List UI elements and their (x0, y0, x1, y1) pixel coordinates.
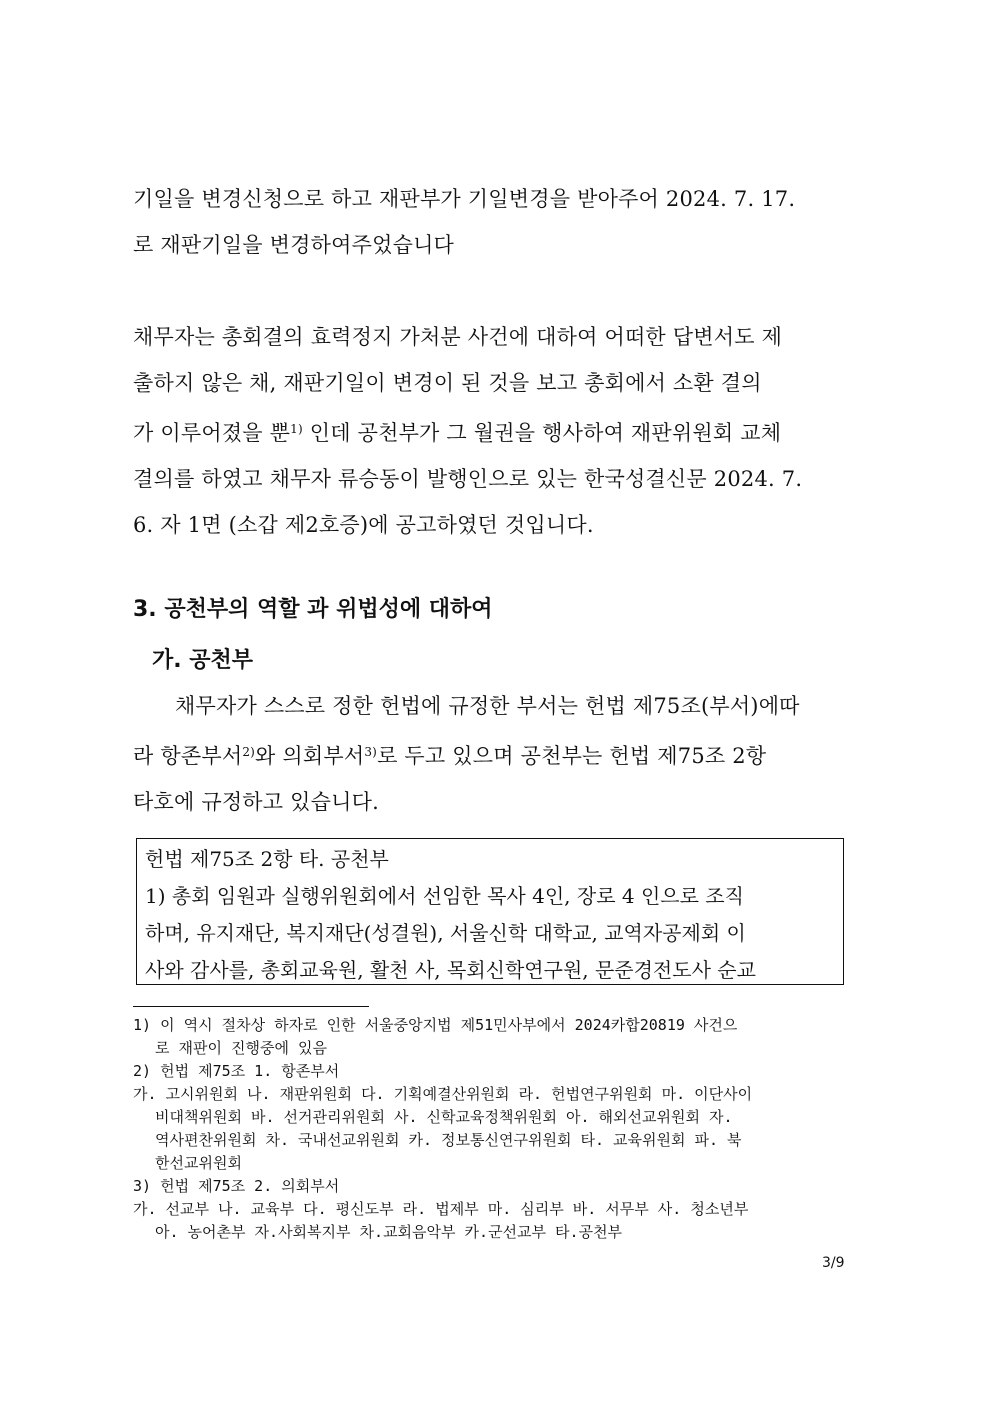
footnote-line: 2) 헌법 제75조 1. 항존부서 (133, 1062, 340, 1080)
footnote-line: 1) 이 역시 절차상 하자로 인한 서울중앙지법 제51민사부에서 2024카합20819 사건으 (133, 1016, 738, 1034)
paragraph-2 (133, 314, 849, 548)
paragraph-1 (133, 176, 849, 268)
footnote-line: 한선교위원회 (155, 1154, 242, 1172)
footnote-divider (133, 1006, 369, 1007)
text-line: 사와 감사를, 총회교육원, 활천 사, 목회신학연구원, 문준경전도사 순교 (145, 958, 756, 982)
text-fragment: 와 의회부서 (255, 744, 365, 768)
subsection-ga-heading: 가. 공천부 (152, 648, 254, 673)
footnotes (133, 1014, 849, 1244)
text-line: 출하지 않은 채, 재판기일이 변경이 된 것을 보고 총회에서 소환 결의 (133, 371, 762, 395)
footnote-line: 비대책위원회 바. 선거관리위원회 사. 신학교육정책위원회 아. 해외선교위원회 자. (155, 1108, 733, 1126)
footnote-line: 역사편찬위원회 차. 국내선교위원회 카. 정보통신연구위원회 타. 교육위원회 파. 북 (155, 1131, 742, 1149)
text-fragment: 인데 공천부가 그 월권을 행사하여 재판위원회 교체 (302, 421, 782, 445)
section-3-heading: 3. 공천부의 역할 과 위법성에 대하여 (133, 597, 493, 622)
text-line: 하며, 유지재단, 복지재단(성결원), 서울신학 대학교, 교역자공제회 이 (145, 921, 746, 945)
text-fragment: 가 이루어졌을 뿐 (133, 421, 291, 445)
text-line: 타호에 규정하고 있습니다. (133, 790, 379, 814)
box-title: 헌법 제75조 2항 타. 공천부 (145, 847, 389, 871)
footnote-line: 3) 헌법 제75조 2. 의회부서 (133, 1177, 340, 1195)
text-fragment: 라 항존부서 (133, 744, 243, 768)
text-line: 채무자가 스스로 정한 헌법에 규정한 부서는 헌법 제75조(부서)에따 (175, 694, 800, 718)
text-line: 6. 자 1면 (소갑 제2호증)에 공고하였던 것입니다. (133, 513, 594, 537)
text-fragment: 로 두고 있으며 공천부는 헌법 제75조 2항 (377, 744, 767, 768)
text-line: 1) 총회 임원과 실행위원회에서 선임한 목사 4인, 장로 4 인으로 조직 (145, 884, 744, 908)
footnote-line: 가. 고시위원회 나. 재판위원회 다. 기획예결산위원회 라. 헌법연구위원회 마. 이단사이 (133, 1085, 753, 1103)
page-number: 3/9 (822, 1255, 845, 1271)
text-line (133, 406, 849, 456)
footnote-line: 로 재판이 진행중에 있음 (155, 1039, 327, 1057)
footnote-line: 아. 농어촌부 자.사회복지부 차.교회음악부 카.군선교부 타.공천부 (155, 1223, 623, 1241)
footnote-line: 가. 선교부 나. 교육부 다. 평신도부 라. 법제부 마. 심리부 바. 서무부 사. 청소년부 (133, 1200, 749, 1218)
footnote-ref-3[interactable]: 3) (364, 745, 378, 759)
paragraph-3 (133, 683, 849, 825)
footnote-ref-1[interactable]: 1) (290, 422, 303, 436)
text-line: 채무자는 총회결의 효력정지 가처분 사건에 대하여 어떠한 답변서도 제 (133, 325, 783, 349)
text-line: 결의를 하였고 채무자 류승동이 발행인으로 있는 한국성결신문 2024. 7. (133, 467, 803, 491)
text-line (133, 729, 849, 779)
footnote-ref-2[interactable]: 2) (242, 745, 256, 759)
text-line: 로 재판기일을 변경하여주었습니다 (133, 233, 455, 257)
text-line: 기일을 변경신청으로 하고 재판부가 기일변경을 받아주어 2024. 7. 17. (133, 187, 796, 211)
constitution-quote-box (136, 838, 844, 985)
